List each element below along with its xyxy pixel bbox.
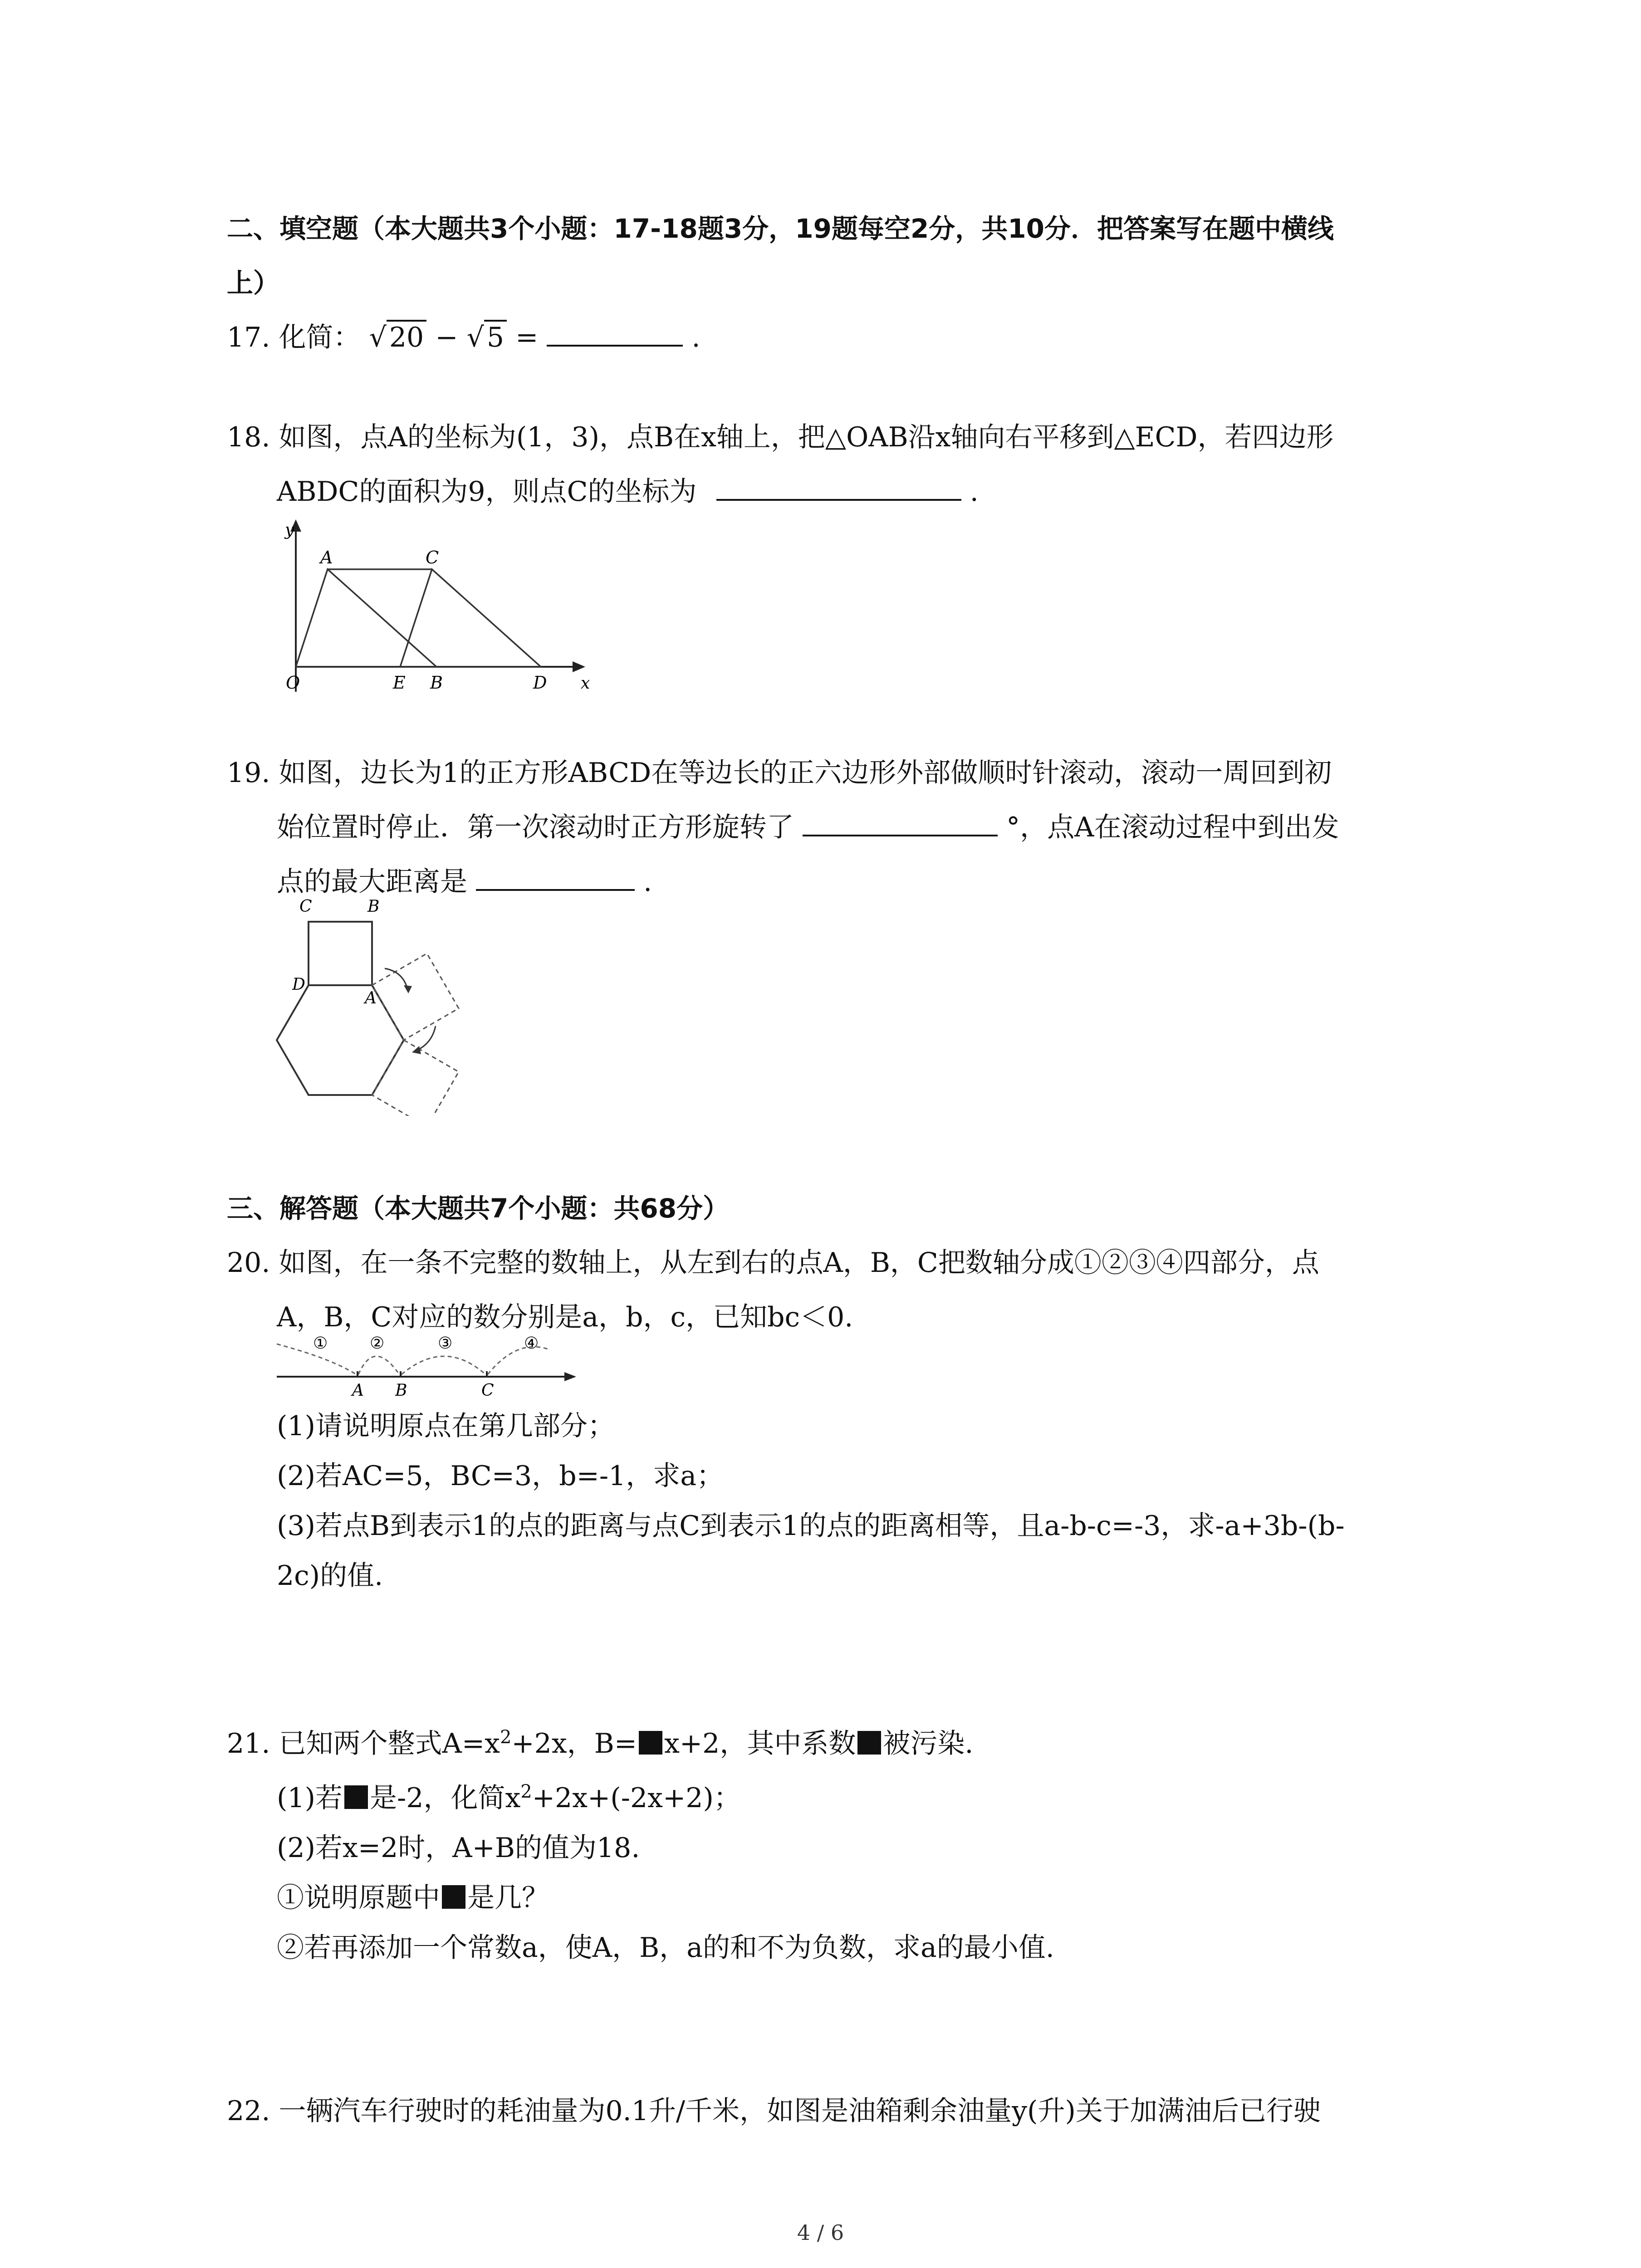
q18-line2-row — [277, 463, 979, 521]
question-18 — [227, 408, 1452, 466]
q19-number: 19. — [227, 757, 270, 789]
question-21 — [227, 1715, 1452, 1773]
q18-label-E: E — [393, 673, 406, 693]
q20-point-C: C — [481, 1381, 494, 1399]
q20-sub3: (3)若点B到表示1的点的距离与点C到表示1的点的距离相等，且a-b-c=-3，求-a+3b-(b- — [277, 1510, 1345, 1542]
page-number: 4 / 6 — [797, 2220, 844, 2245]
q20-point-A: A — [352, 1381, 364, 1399]
q19-line3: 点的最大距离是 — [277, 866, 467, 898]
q17-text: 化简： — [279, 322, 361, 353]
q18-label-x: x — [581, 674, 590, 693]
q20-part-1: ① — [313, 1334, 328, 1353]
section3-heading: 三、解答题（本大题共7个小题：共68分） — [227, 1193, 730, 1224]
q19-rolled-square-1 — [372, 953, 459, 1040]
section2-heading-line2: 上） — [227, 268, 280, 298]
smudged-coefficient-icon — [344, 1785, 368, 1809]
q20-part-4: ④ — [524, 1334, 539, 1353]
q17-sqrt-5: √ 5 — [467, 308, 507, 367]
q20-sub1: (1)请说明原点在第几部分； — [277, 1410, 615, 1442]
q18-label-B: B — [430, 673, 443, 693]
question-19 — [227, 744, 1452, 802]
q17-number: 17. — [227, 322, 270, 353]
q18-label-A: A — [320, 547, 333, 567]
q18-line1: 如图，点A的坐标为(1，3)，点B在x轴上，把△OAB沿x轴向右平移到△ECD，若四边形 — [279, 421, 1334, 453]
q18-line2: ABDC的面积为9，则点C的坐标为 — [277, 476, 697, 508]
q20-line1: 如图，在一条不完整的数轴上，从左到右的点A，B，C把数轴分成①②③④四部分，点 — [279, 1247, 1319, 1279]
q19-answer-blank-1[interactable] — [803, 803, 998, 836]
q18-label-C: C — [426, 547, 439, 567]
q21-sub1 — [277, 1769, 741, 1827]
q20-part-2: ② — [370, 1334, 385, 1353]
q20-sub3-continued: 2c)的值. — [277, 1560, 383, 1592]
q21-sub2a — [277, 1869, 549, 1927]
q20-line2: A，B，C对应的数分别是a，b，c，已知bc＜0. — [277, 1301, 853, 1333]
q19-label-D: D — [292, 975, 305, 994]
q20-number-line-figure — [277, 1331, 585, 1399]
q21-sub1a: (1)若 — [277, 1782, 343, 1814]
q21-sub2: (2)若x=2时，A+B的值为18. — [277, 1832, 640, 1864]
q19-label-A: A — [365, 989, 377, 1007]
q19-line1: 如图，边长为1的正方形ABCD在等边长的正六边形外部做顺时针滚动，滚动一周回到初 — [279, 757, 1332, 789]
q21-line1a: 已知两个整式A=x — [279, 1728, 500, 1760]
q20-part-3: ③ — [438, 1334, 453, 1353]
q22-number: 22. — [227, 2095, 270, 2127]
q21-line1b: +2x，B= — [511, 1728, 637, 1760]
q22-line1: 一辆汽车行驶时的耗油量为0.1升/千米，如图是油箱剩余油量y(升)关于加满油后已行驶 — [279, 2095, 1321, 2127]
smudged-coefficient-icon — [857, 1731, 881, 1755]
q19-answer-blank-2[interactable] — [476, 857, 635, 891]
q17-minus: − — [435, 322, 458, 353]
q18-end: . — [970, 476, 979, 508]
q21-sub2a-b: 是几？ — [467, 1882, 549, 1914]
q19-label-C: C — [299, 897, 312, 916]
q19-line2-end: °，点A在滚动过程中到出发 — [1006, 811, 1339, 843]
question-22 — [227, 2082, 1452, 2140]
q17-sqrt-20: √ 20 — [369, 308, 427, 367]
q18-answer-blank[interactable] — [716, 467, 961, 501]
smudged-coefficient-icon — [639, 1731, 662, 1755]
q17-radicand-20: 20 — [387, 320, 426, 353]
q19-hexagon — [277, 985, 404, 1095]
q18-figure — [268, 517, 594, 699]
q19-square-ABCD — [309, 922, 372, 985]
q17-radicand-5: 5 — [484, 320, 507, 353]
q21-sub1c: +2x+(-2x+2)； — [532, 1782, 741, 1814]
smudged-coefficient-icon — [442, 1885, 465, 1909]
q21-number: 21. — [227, 1728, 270, 1760]
q18-number: 18. — [227, 421, 270, 453]
q21-sub2b: ②若再添加一个常数a，使A，B，a的和不为负数，求a的最小值. — [277, 1932, 1054, 1964]
q21-line1d: 被污染. — [883, 1728, 974, 1760]
q20-point-B: B — [395, 1381, 407, 1399]
q20-sub2: (2)若AC=5，BC=3，b=-1，求a； — [277, 1460, 724, 1492]
section2-heading-line1: 二、填空题（本大题共3个小题：17-18题3分，19题每空2分，共10分．把答案写在题中横线 — [227, 213, 1334, 244]
q19-figure — [272, 889, 508, 1116]
q21-line1c: x+2，其中系数 — [664, 1728, 856, 1760]
q20-number: 20. — [227, 1247, 270, 1279]
q19-end: . — [643, 866, 652, 898]
q17-equals: = — [515, 322, 539, 353]
q18-label-O: O — [286, 673, 300, 693]
q21-sub1b: 是-2，化简x — [370, 1782, 521, 1814]
q21-exponent: 2 — [500, 1727, 512, 1748]
q19-line2: 始位置时停止．第一次滚动时正方形旋转了 — [277, 811, 794, 843]
question-17 — [227, 308, 1452, 367]
q17-end: . — [691, 322, 700, 353]
q18-label-y: y — [285, 521, 294, 539]
q21-sub2a-a: ①说明原题中 — [277, 1882, 440, 1914]
q19-line2-row — [277, 798, 1339, 856]
question-20 — [227, 1234, 1452, 1292]
q17-answer-blank[interactable] — [547, 313, 683, 347]
q18-label-D: D — [533, 673, 547, 693]
q19-label-B: B — [367, 897, 380, 916]
q21-sub1-exponent: 2 — [520, 1781, 532, 1802]
